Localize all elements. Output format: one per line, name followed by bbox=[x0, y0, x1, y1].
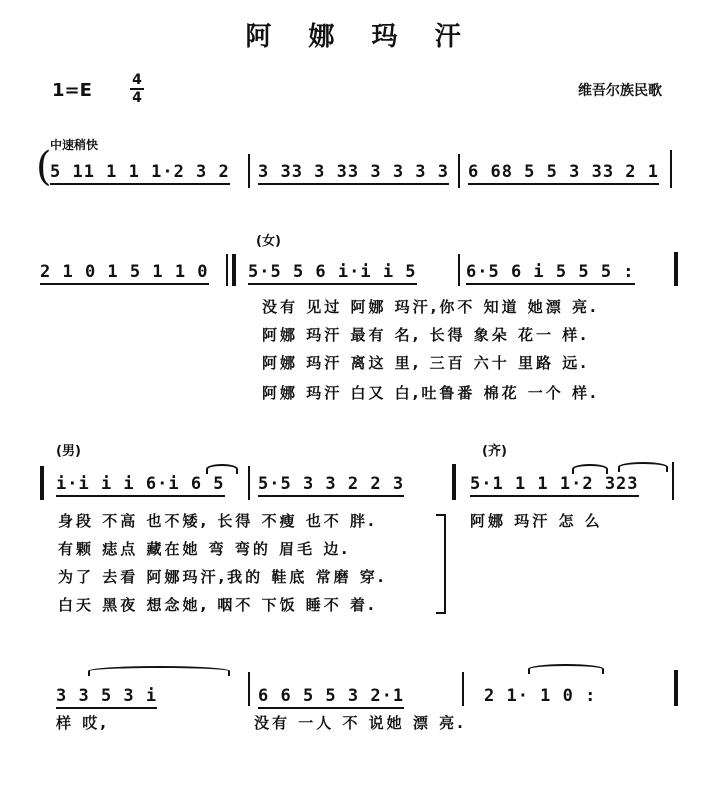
lyric-female-3: 阿娜 玛汗 离这 里, 三百 六十 里路 远. bbox=[262, 354, 589, 372]
notes-line4-m2: 6 6 5 5 3 2·1 bbox=[258, 686, 404, 709]
lyric-last-b: 没有 一人 不 说她 漂 亮. bbox=[254, 714, 466, 732]
notes-line3-m2: 5·5 3 3 2 2 3 bbox=[258, 474, 404, 497]
key-signature: 1=E bbox=[52, 80, 92, 101]
lyric-female-4: 阿娜 玛汗 白又 白,吐鲁番 棉花 一个 样. bbox=[262, 384, 599, 402]
lyric-male-1: 身段 不高 也不矮, 长得 不瘦 也不 胖. bbox=[58, 512, 377, 530]
notes-line3-m3: 5·1 1 1 1·2 323 bbox=[470, 474, 639, 497]
repeat-end-bar bbox=[674, 252, 678, 286]
notes-line1-m3: 6 68 5 5 3 33 2 1 bbox=[468, 162, 659, 185]
notes-line2-m3: 6·5 6 i 5 5 5 : bbox=[466, 262, 635, 285]
slur-mark bbox=[206, 464, 238, 474]
barline bbox=[458, 254, 460, 286]
triplet-slur bbox=[618, 462, 668, 472]
tempo-marking: 中速稍快 bbox=[50, 138, 99, 152]
barline bbox=[248, 466, 250, 500]
barline bbox=[248, 154, 250, 188]
lyric-female-1: 没有 见过 阿娜 玛汗,你不 知道 她漂 亮. bbox=[262, 298, 599, 316]
slur-mark bbox=[88, 666, 230, 676]
notes-line4-m1: 3 3 5 3 i bbox=[56, 686, 157, 709]
song-title: 阿 娜 玛 汗 bbox=[245, 22, 475, 52]
notes-line1-m2: 3 33 3 33 3 3 3 3 bbox=[258, 162, 449, 185]
repeat-start-bar bbox=[232, 254, 236, 286]
verse-bracket bbox=[436, 514, 446, 614]
lyric-male-2: 有颗 痣点 藏在她 弯 弯的 眉毛 边. bbox=[58, 540, 351, 558]
notes-line3-m1: i·i i i 6·i 6 5 bbox=[56, 474, 225, 497]
role-male: (男) bbox=[56, 444, 81, 459]
slur-mark bbox=[572, 464, 608, 474]
repeat-start-bar bbox=[40, 466, 44, 500]
repeat-end-bar bbox=[452, 464, 456, 500]
barline bbox=[248, 672, 250, 706]
role-together: (齐) bbox=[482, 444, 507, 459]
lyric-male-4: 白天 黑夜 想念她, 咽不 下饭 睡不 着. bbox=[58, 596, 377, 614]
time-sig-bottom: 4 bbox=[132, 90, 142, 106]
slur-mark bbox=[528, 664, 604, 674]
time-sig-top: 4 bbox=[132, 72, 142, 88]
lyric-together: 阿娜 玛汗 怎 么 bbox=[470, 512, 603, 530]
notes-line2-m1: 2 1 0 1 5 1 1 0 bbox=[40, 262, 209, 285]
notes-line1-m1: 5 11 1 1 1·2 3 2 bbox=[50, 162, 230, 185]
lyric-male-3: 为了 去看 阿娜玛汗,我的 鞋底 常磨 穿. bbox=[58, 568, 387, 586]
notes-line4-m3: 2 1· 1 0 : bbox=[484, 686, 597, 706]
barline bbox=[226, 254, 228, 286]
barline bbox=[462, 672, 464, 706]
lyric-female-2: 阿娜 玛汗 最有 名, 长得 象朵 花一 样. bbox=[262, 326, 589, 344]
role-female: (女) bbox=[256, 234, 281, 249]
barline bbox=[670, 150, 672, 188]
notes-line2-m2: 5·5 5 6 i·i i 5 bbox=[248, 262, 417, 285]
song-origin: 维吾尔族民歌 bbox=[578, 83, 662, 99]
lyric-last-a: 样 哎, bbox=[56, 714, 109, 732]
final-bar bbox=[674, 670, 678, 706]
time-signature bbox=[130, 72, 144, 106]
barline bbox=[458, 154, 460, 188]
barline bbox=[672, 462, 674, 500]
intro-brace: ( bbox=[36, 144, 52, 190]
